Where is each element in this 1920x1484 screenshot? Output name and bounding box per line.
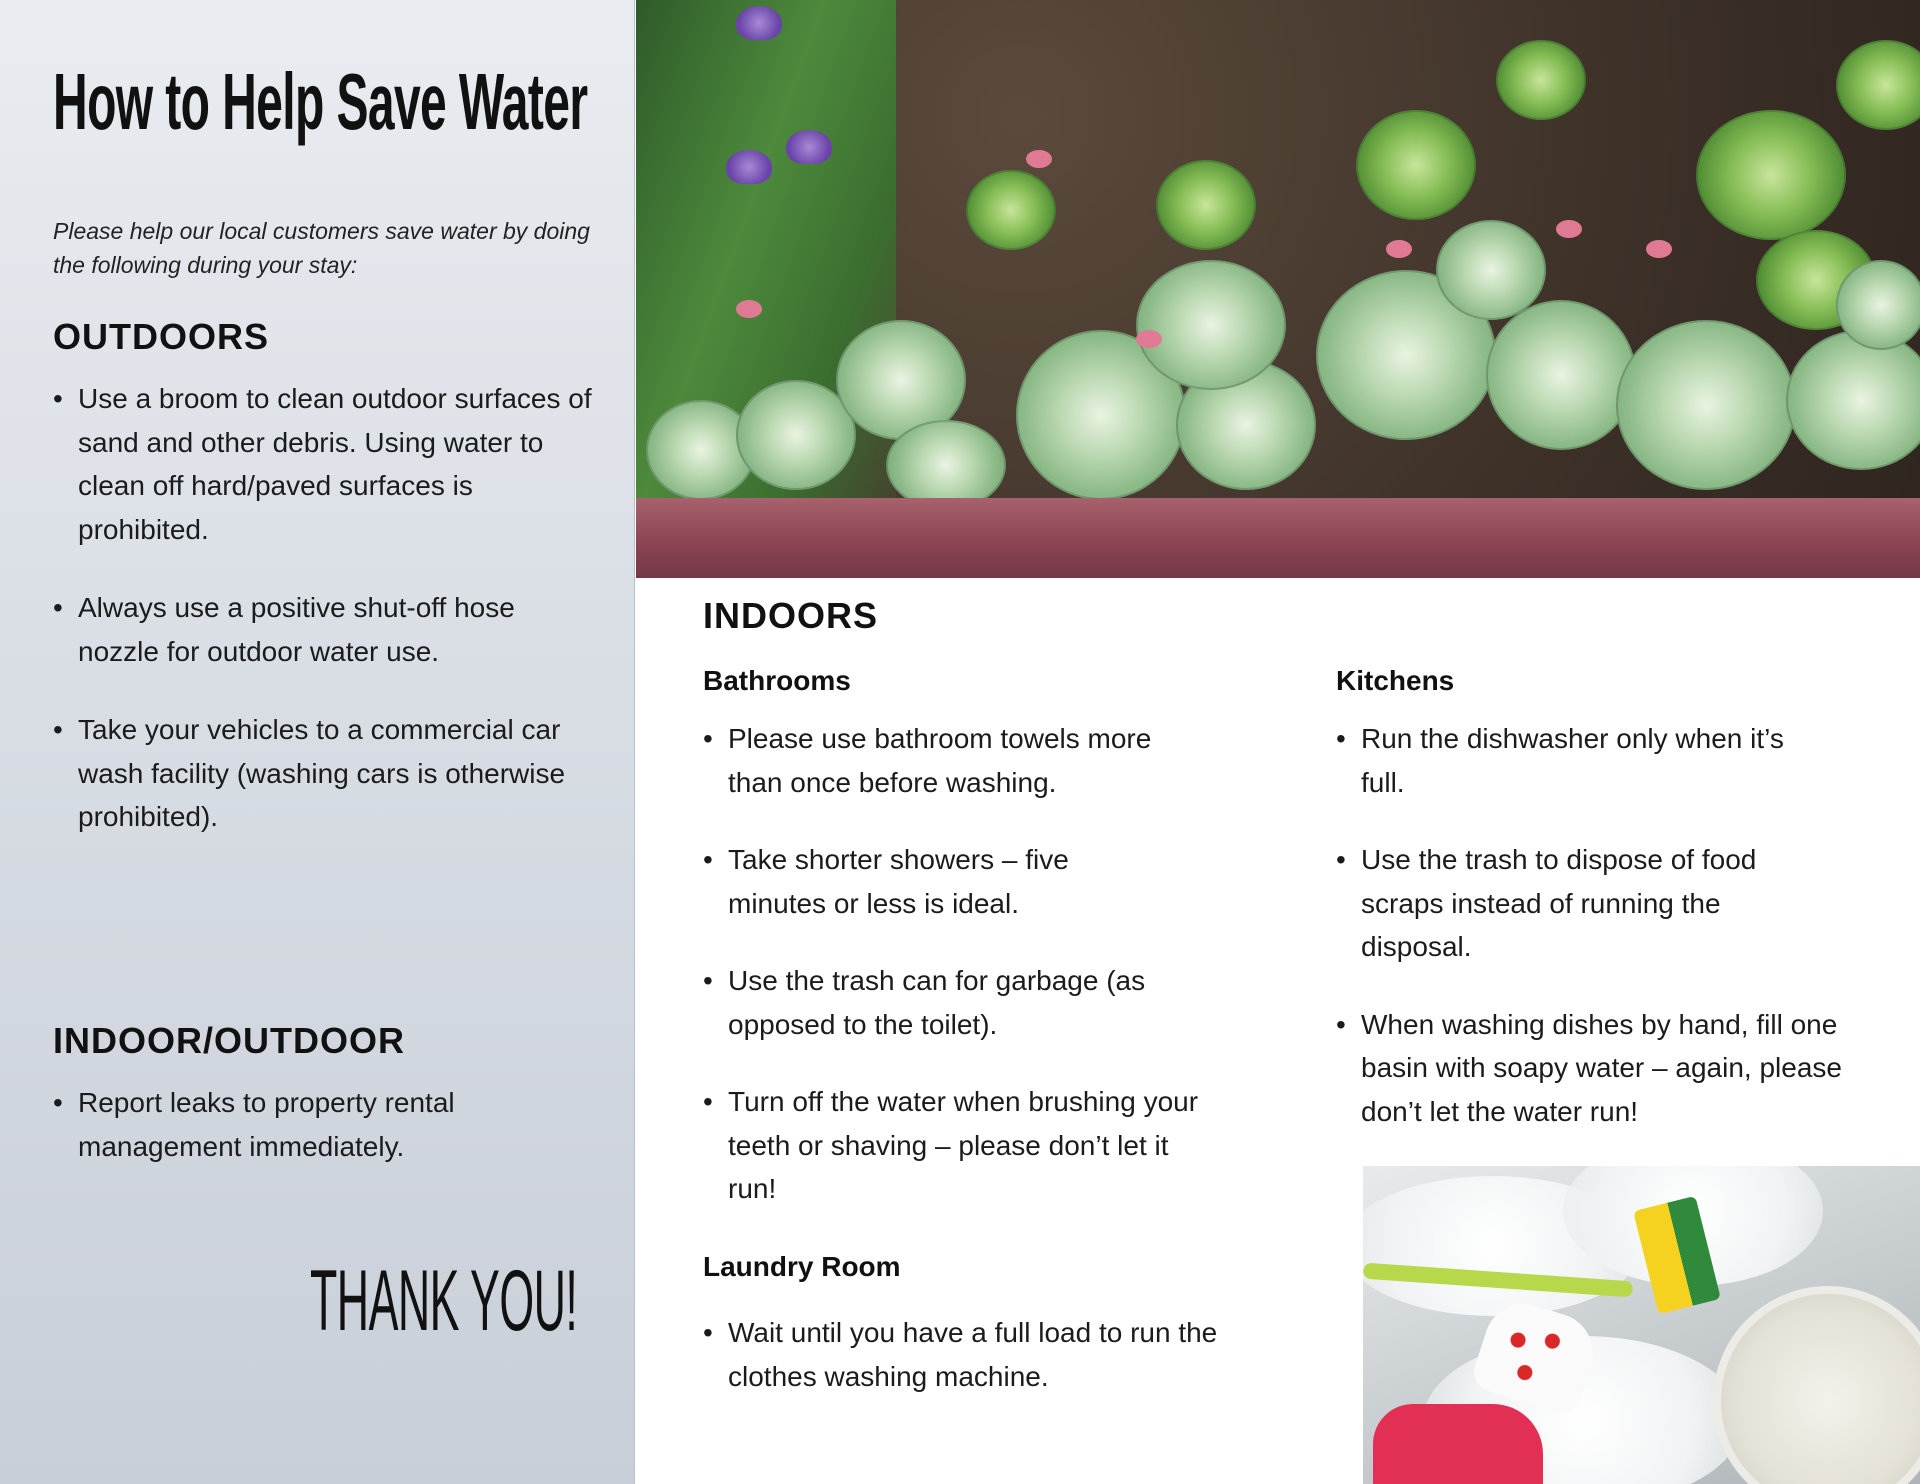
indoor-outdoor-heading: INDOOR/OUTDOOR — [53, 1020, 405, 1061]
list-item: • Report leaks to property rental management immediately. — [53, 1081, 573, 1168]
succulent-shape — [1696, 110, 1846, 240]
bullet-icon: • — [53, 1087, 63, 1118]
succulent-garden-photo — [636, 0, 1920, 578]
succulent-shape — [966, 170, 1056, 250]
bullet-icon: • — [703, 965, 713, 996]
bullet-icon: • — [703, 844, 713, 875]
thank-you-text: THANK YOU! — [310, 1253, 578, 1349]
list-item: • Run the dishwasher only when it’s full. — [1336, 717, 1826, 804]
list-item: • Take shorter showers – five minutes or less is ideal. — [703, 838, 1153, 925]
outdoors-heading: OUTDOORS — [53, 316, 270, 357]
bullet-icon: • — [53, 714, 63, 745]
bathrooms-list — [703, 717, 1223, 1245]
bullet-icon: • — [703, 1317, 713, 1348]
succulent-shape — [1496, 40, 1586, 120]
succulent-shape — [1486, 300, 1636, 450]
pink-flower-shape — [1136, 330, 1162, 348]
list-item: • Wait until you have a full load to run the clothes washing machine. — [703, 1311, 1223, 1398]
bathrooms-heading: Bathrooms — [703, 665, 851, 696]
list-item: • Please use bathroom towels more than once before washing. — [703, 717, 1213, 804]
list-item: • Always use a positive shut-off hose nozzle for outdoor water use. — [53, 586, 553, 673]
list-item: • Use a broom to clean outdoor surfaces of sand and other debris. Using water to clean off hard/paved surfaces is prohibited. — [53, 377, 598, 551]
dish-washing-photo — [1363, 1166, 1920, 1484]
intro-text: Please help our local customers save water by doing the following during your stay: — [53, 218, 590, 278]
pink-flower-shape — [1646, 240, 1672, 258]
succulent-shape — [1356, 110, 1476, 220]
list-item: • When washing dishes by hand, fill one basin with soapy water – again, please don’t let the water run! — [1336, 1003, 1876, 1134]
kitchens-list — [1336, 717, 1876, 1167]
pink-flower-shape — [1556, 220, 1582, 238]
bullet-icon: • — [1336, 844, 1346, 875]
bullet-icon: • — [1336, 1008, 1346, 1040]
succulent-shape — [1616, 320, 1796, 490]
succulent-shape — [1836, 40, 1920, 130]
bullet-icon: • — [703, 1086, 713, 1117]
list-item: • Use the trash to dispose of food scraps instead of running the disposal. — [1336, 838, 1836, 969]
bullet-icon: • — [703, 723, 713, 754]
succulent-shape — [1136, 260, 1286, 390]
indoors-heading: INDOORS — [703, 595, 879, 636]
laundry-heading: Laundry Room — [703, 1251, 901, 1282]
bullet-icon: • — [1336, 723, 1346, 754]
iris-flower-shape — [786, 130, 832, 164]
succulent-shape — [1436, 220, 1546, 320]
laundry-list — [703, 1311, 1223, 1432]
succulent-shape — [1836, 260, 1920, 350]
indoor-outdoor-list — [53, 1081, 613, 1203]
iris-flower-shape — [726, 150, 772, 184]
list-item: • Use the trash can for garbage (as opposed to the toilet). — [703, 959, 1173, 1046]
kitchens-heading: Kitchens — [1336, 665, 1455, 696]
pink-flower-shape — [1026, 150, 1052, 168]
list-item: • Turn off the water when brushing your teeth or shaving – please don’t let it run! — [703, 1080, 1223, 1211]
succulent-shape — [886, 420, 1006, 510]
list-item: • Take your vehicles to a commercial car wash facility (washing cars is otherwise prohibited). — [53, 708, 613, 839]
rubber-glove-shape — [1373, 1404, 1543, 1484]
pink-flower-shape — [736, 300, 762, 318]
succulent-shape — [1786, 330, 1920, 470]
succulent-shape — [1156, 160, 1256, 250]
bullet-icon: • — [53, 383, 63, 414]
page-title: How to Help Save Water — [53, 57, 588, 146]
brick-border-shape — [636, 498, 1920, 578]
left-panel — [0, 0, 635, 1484]
bowl-shape — [1713, 1286, 1920, 1484]
pink-flower-shape — [1386, 240, 1412, 258]
outdoors-list — [53, 377, 613, 874]
iris-flower-shape — [736, 6, 782, 40]
bullet-icon: • — [53, 592, 63, 623]
